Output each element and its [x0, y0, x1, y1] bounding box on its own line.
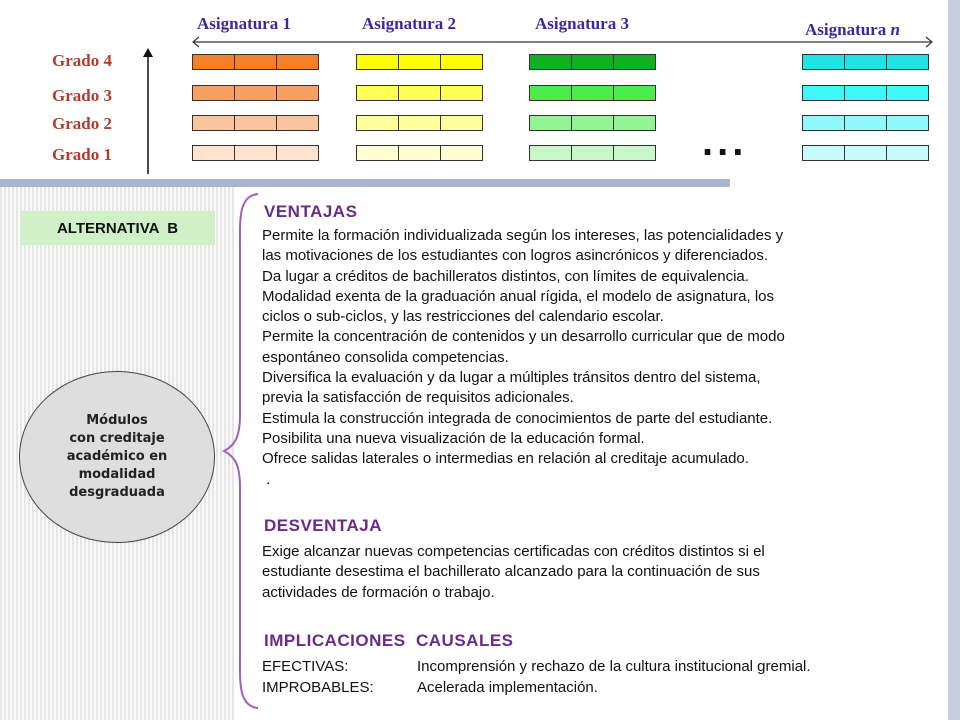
bar-subject3-grade4: [529, 54, 656, 70]
implicaciones-title: IMPLICACIONES CAUSALES: [264, 631, 514, 650]
ventajas-line: espontáneo consolida competencias.: [262, 348, 509, 366]
bar-subject3-grade3: [529, 85, 656, 101]
grade-3-label: Grado 3: [52, 86, 112, 105]
desventaja-title: DESVENTAJA: [264, 516, 383, 535]
bar-subject2-grade1: [356, 145, 483, 161]
ventajas-line: .: [262, 470, 271, 488]
ventajas-line: previa la satisfacción de requisitos adicionales.: [262, 389, 574, 407]
ventajas-line: Da lugar a créditos de bachilleratos distintos, con límites de equivalencia.: [262, 267, 749, 285]
module-line: Módulos: [86, 413, 148, 428]
ventajas-line: Modalidad exenta de la graduación anual rígida, el modelo de asignatura, los: [262, 287, 775, 305]
ventajas-line: Posibilita una nueva visualización de la educación formal.: [262, 429, 645, 447]
right-border-strip: [948, 0, 960, 720]
module-line: modalidad: [78, 467, 156, 482]
ventajas-line: Permite la formación individualizada según los intereses, las potencialidades y: [262, 227, 784, 244]
implicaciones-key: EFECTIVAS:: [262, 658, 349, 675]
ventajas-line: Estimula la construcción integrada de conocimientos de parte del estudiante.: [262, 409, 773, 427]
modules-ellipse: [19, 371, 215, 543]
bar-subject2-grade4: [356, 54, 483, 70]
bar-subjectn-grade4: [802, 54, 929, 70]
module-line: desgraduada: [69, 485, 165, 500]
subject-n-prefix: Asignatura: [805, 20, 887, 39]
bar-subjectn-grade3: [802, 85, 929, 101]
modules-ellipse-text: [42, 412, 192, 502]
subjects-double-arrow: [185, 32, 940, 52]
implicaciones-key: IMPROBABLES:: [262, 679, 374, 696]
divider-band: [0, 179, 730, 187]
grade-1-label: Grado 1: [52, 145, 112, 164]
implicaciones-row: [262, 679, 598, 696]
ventajas-line: ciclos o sub-ciclos, y las restricciones del calendario escolar.: [262, 308, 664, 326]
grades-vertical-arrow: [140, 46, 156, 176]
bar-subjectn-grade2: [802, 115, 929, 131]
desventaja-line: Exige alcanzar nuevas competencias certificadas con créditos distintos si el: [262, 543, 765, 560]
implicaciones-value: Acelerada implementación.: [417, 679, 598, 696]
ventajas-line: Permite la concentración de contenidos y un desarrollo curricular que de modo: [262, 328, 785, 346]
grade-4-label: Grado 4: [52, 51, 112, 70]
module-line: con creditaje: [69, 431, 165, 446]
implicaciones-row: [262, 658, 811, 675]
bar-subjectn-grade1: [802, 145, 929, 161]
ventajas-text: [262, 226, 942, 490]
alternative-b-label: ALTERNATIVA B: [20, 211, 215, 245]
subject-3-label: Asignatura 3: [535, 14, 629, 33]
module-line: académico en: [66, 449, 168, 464]
subject-2-label: Asignatura 2: [362, 14, 456, 33]
ellipsis-dots: ...: [702, 120, 748, 164]
desventaja-text: [262, 542, 942, 603]
ventajas-line: Diversifica la evaluación y da lugar a múltiples tránsitos dentro del sistema,: [262, 369, 761, 387]
subject-n-suffix: n: [890, 20, 900, 39]
ventajas-title: VENTAJAS: [264, 202, 358, 221]
bar-subject1-grade2: [192, 115, 319, 131]
bar-subject2-grade3: [356, 85, 483, 101]
ventajas-line: las motivaciones de los estudiantes con logros asincrónicos y diferenciados.: [262, 247, 769, 265]
bar-subject1-grade3: [192, 85, 319, 101]
bar-subject3-grade1: [529, 145, 656, 161]
bar-subject2-grade2: [356, 115, 483, 131]
bar-subject1-grade4: [192, 54, 319, 70]
desventaja-line: estudiante desestima el bachillerato alcanzado para la continuación de sus: [262, 563, 760, 581]
ventajas-line: Ofrece salidas laterales o intermedias en relación al creditaje acumulado.: [262, 450, 749, 468]
desventaja-line: actividades de formación o trabajo.: [262, 583, 495, 601]
subject-1-label: Asignatura 1: [197, 14, 291, 33]
implicaciones-value: Incomprensión y rechazo de la cultura institucional gremial.: [417, 658, 811, 675]
grade-2-label: Grado 2: [52, 114, 112, 133]
bar-subject1-grade1: [192, 145, 319, 161]
curly-brace: [220, 190, 260, 712]
bar-subject3-grade2: [529, 115, 656, 131]
